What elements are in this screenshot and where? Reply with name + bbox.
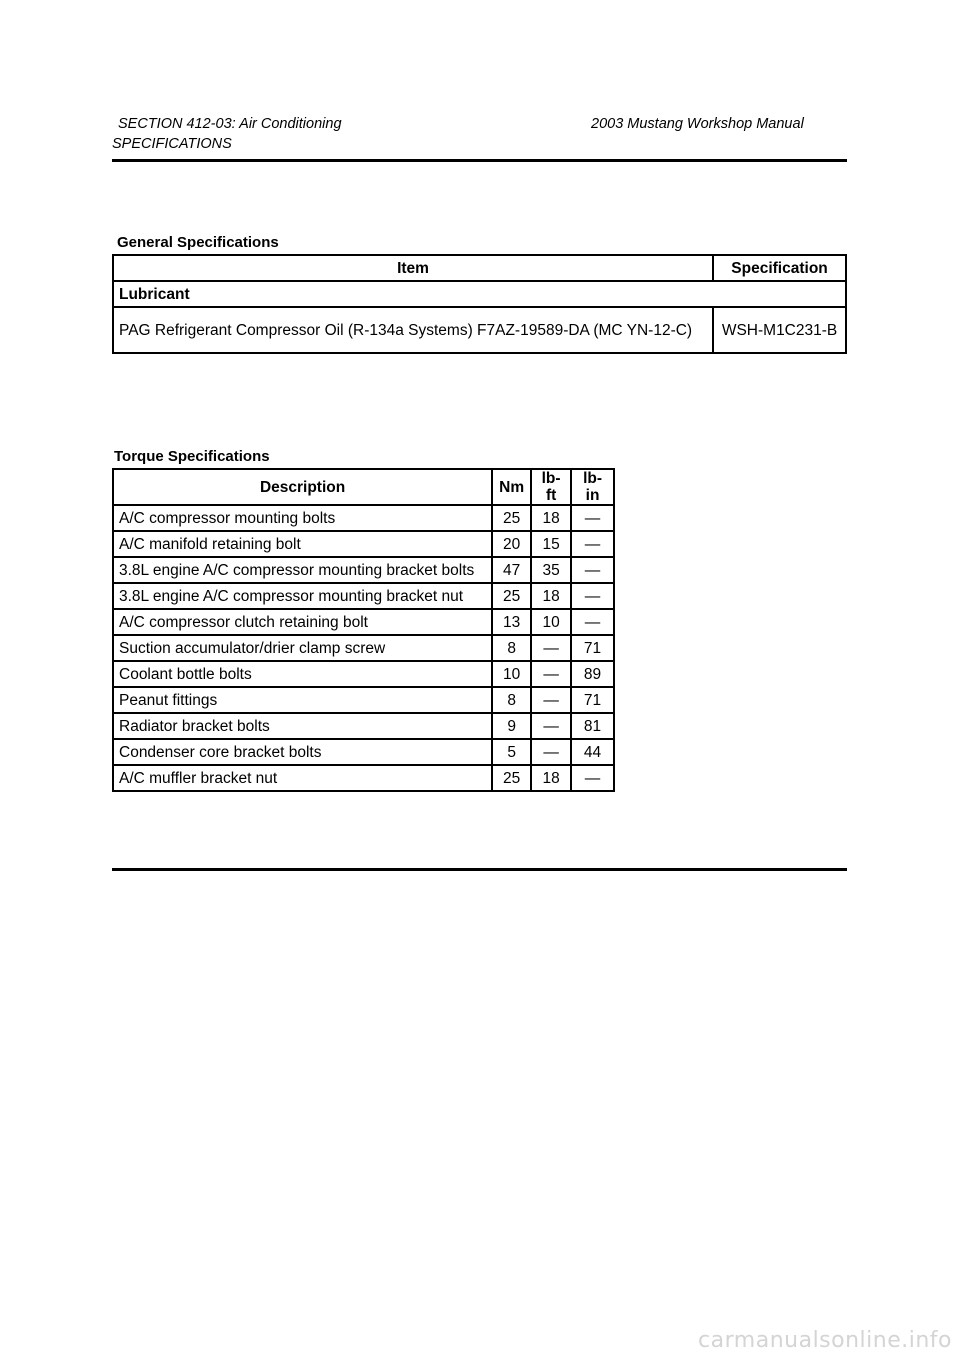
description-cell: 3.8L engine A/C compressor mounting bracket bolts xyxy=(113,557,492,583)
lbft-cell: — xyxy=(531,687,571,713)
lbft-cell: 15 xyxy=(531,531,571,557)
nm-cell: 13 xyxy=(492,609,531,635)
general-specs-title: General Specifications xyxy=(117,234,279,251)
description-cell: A/C manifold retaining bolt xyxy=(113,531,492,557)
description-cell: Condenser core bracket bolts xyxy=(113,739,492,765)
torque-specs-table xyxy=(112,468,615,792)
table-row xyxy=(113,307,846,353)
nm-cell: 9 xyxy=(492,713,531,739)
torque-header-row xyxy=(113,469,614,505)
manual-title: 2003 Mustang Workshop Manual xyxy=(591,116,804,132)
lbin-cell: — xyxy=(571,609,614,635)
description-cell: Radiator bracket bolts xyxy=(113,713,492,739)
nm-cell: 10 xyxy=(492,661,531,687)
table-row xyxy=(113,739,614,765)
item-cell: PAG Refrigerant Compressor Oil (R-134a Systems) F7AZ-19589-DA (MC YN-12-C) xyxy=(113,307,713,353)
description-cell: Coolant bottle bolts xyxy=(113,661,492,687)
table-row xyxy=(113,583,614,609)
lbin-cell: 71 xyxy=(571,687,614,713)
lbin-cell: — xyxy=(571,583,614,609)
torque-specs-title: Torque Specifications xyxy=(114,448,270,465)
nm-column-header: Nm xyxy=(492,469,531,505)
spec-column-header: Specification xyxy=(713,255,846,281)
table-row xyxy=(113,687,614,713)
nm-cell: 47 xyxy=(492,557,531,583)
lbin-cell: — xyxy=(571,765,614,791)
table-row xyxy=(113,765,614,791)
lubricant-group-label: Lubricant xyxy=(113,281,846,307)
lbin-cell: — xyxy=(571,531,614,557)
lbft-column-header: lb-ft xyxy=(531,469,571,505)
table-row xyxy=(113,661,614,687)
header-rule xyxy=(112,159,847,162)
lbin-cell: 71 xyxy=(571,635,614,661)
nm-cell: 25 xyxy=(492,765,531,791)
table-row xyxy=(113,557,614,583)
table-row xyxy=(113,713,614,739)
lbft-cell: 18 xyxy=(531,505,571,531)
lbft-cell: — xyxy=(531,713,571,739)
item-column-header: Item xyxy=(113,255,713,281)
table-row xyxy=(113,505,614,531)
lbin-cell: 89 xyxy=(571,661,614,687)
nm-cell: 25 xyxy=(492,583,531,609)
lbin-column-header: lb-in xyxy=(571,469,614,505)
section-title: SECTION 412-03: Air Conditioning xyxy=(118,116,342,132)
description-column-header: Description xyxy=(113,469,492,505)
lbft-cell: — xyxy=(531,661,571,687)
nm-cell: 8 xyxy=(492,687,531,713)
description-cell: A/C compressor mounting bolts xyxy=(113,505,492,531)
subsection-title: SPECIFICATIONS xyxy=(112,136,232,152)
lbft-cell: 18 xyxy=(531,583,571,609)
nm-cell: 8 xyxy=(492,635,531,661)
general-specs-table xyxy=(112,254,847,354)
description-cell: A/C compressor clutch retaining bolt xyxy=(113,609,492,635)
description-cell: Suction accumulator/drier clamp screw xyxy=(113,635,492,661)
lbft-cell: — xyxy=(531,635,571,661)
description-cell: A/C muffler bracket nut xyxy=(113,765,492,791)
lbin-cell: 44 xyxy=(571,739,614,765)
lbin-cell: — xyxy=(571,557,614,583)
watermark: carmanualsonline.info xyxy=(698,1328,952,1353)
nm-cell: 5 xyxy=(492,739,531,765)
table-row xyxy=(113,635,614,661)
nm-cell: 25 xyxy=(492,505,531,531)
general-header-row xyxy=(113,255,846,281)
lbft-cell: 10 xyxy=(531,609,571,635)
description-cell: Peanut fittings xyxy=(113,687,492,713)
footer-rule xyxy=(112,868,847,871)
spec-cell: WSH-M1C231-B xyxy=(713,307,846,353)
lbin-cell: — xyxy=(571,505,614,531)
description-cell: 3.8L engine A/C compressor mounting bracket nut xyxy=(113,583,492,609)
nm-cell: 20 xyxy=(492,531,531,557)
lbft-cell: — xyxy=(531,739,571,765)
group-row xyxy=(113,281,846,307)
lbft-cell: 18 xyxy=(531,765,571,791)
lbft-cell: 35 xyxy=(531,557,571,583)
table-row xyxy=(113,609,614,635)
lbin-cell: 81 xyxy=(571,713,614,739)
table-row xyxy=(113,531,614,557)
